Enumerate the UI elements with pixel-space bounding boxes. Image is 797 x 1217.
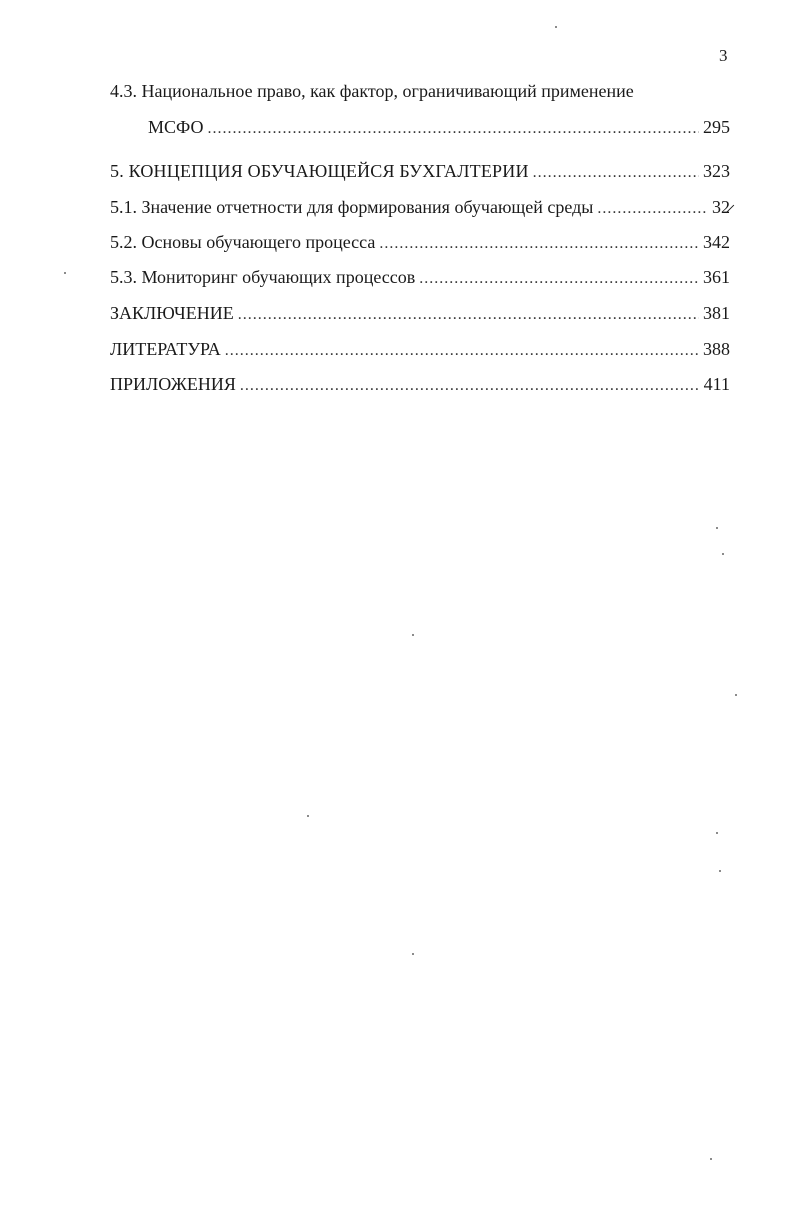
scan-speck — [412, 953, 414, 955]
toc-entry-page: 381 — [703, 303, 730, 323]
scan-speck — [716, 527, 718, 529]
toc-entry-page: 361 — [703, 267, 730, 287]
dot-leader — [533, 160, 699, 186]
toc-entry-page: 388 — [703, 339, 730, 359]
toc-entry-title: 5.2. Основы обучающего процесса — [110, 232, 376, 252]
toc-entry-5-3 — [110, 264, 730, 290]
page-number: 3 — [719, 46, 728, 65]
scan-speck — [710, 1158, 712, 1160]
toc-entry-title: ПРИЛОЖЕНИЯ — [110, 374, 236, 394]
scan-speck — [719, 870, 721, 872]
toc-entry-4-3-line2 — [148, 114, 730, 140]
dot-leader — [207, 116, 699, 142]
toc-entry-title: ЗАКЛЮЧЕНИЕ — [110, 303, 234, 323]
dot-leader — [379, 231, 699, 257]
toc-entry-literature — [110, 336, 730, 362]
scan-speck — [555, 26, 557, 28]
scan-speck — [412, 634, 414, 636]
toc-entry-title: 5. КОНЦЕПЦИЯ ОБУЧАЮЩЕЙСЯ БУХГАЛТЕРИИ — [110, 161, 529, 181]
scan-speck — [64, 272, 66, 274]
dot-leader — [240, 373, 700, 399]
toc-entry-5-2 — [110, 229, 730, 255]
scan-speck — [307, 815, 309, 817]
toc-entry-page: 411 — [703, 374, 730, 394]
scan-speck — [735, 694, 737, 696]
toc-entry-4-3-line1 — [110, 78, 730, 104]
toc-entry-conclusion — [110, 300, 730, 326]
toc-entry-appendices — [110, 371, 730, 397]
dot-leader — [419, 266, 699, 292]
toc-entry-page: 32̷ — [712, 197, 730, 217]
dot-leader — [225, 338, 699, 364]
scan-speck — [722, 553, 724, 555]
toc-entry-title: 5.1. Значение отчетности для формирования обучающей среды — [110, 197, 594, 217]
scan-speck — [716, 832, 718, 834]
toc-entry-title: 5.3. Мониторинг обучающих процессов — [110, 267, 416, 287]
dot-leader — [597, 196, 708, 222]
dot-leader — [238, 302, 699, 328]
toc-entry-5-1 — [110, 194, 730, 220]
toc-entry-title: ЛИТЕРАТУРА — [110, 339, 221, 359]
toc-entry-page: 295 — [703, 117, 730, 137]
toc-entry-page: 342 — [703, 232, 730, 252]
toc-entry-title: МСФО — [148, 117, 204, 137]
toc-entry-page: 323 — [703, 161, 730, 181]
toc-entry-chapter-5 — [110, 158, 730, 184]
toc-entry-title: 4.3. Национальное право, как фактор, ограничивающий применение — [110, 81, 634, 101]
